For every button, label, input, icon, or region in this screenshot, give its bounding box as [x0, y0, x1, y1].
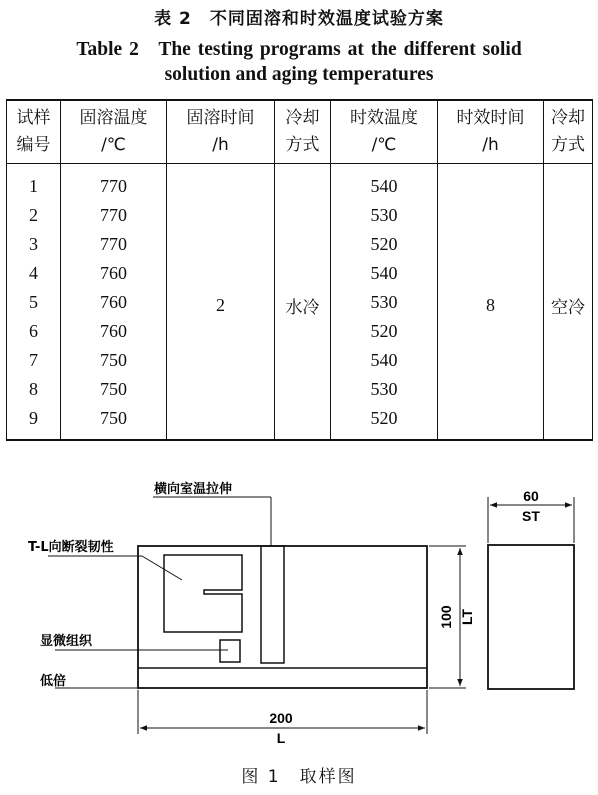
cell-aging-temp: 530 [331, 201, 438, 230]
tensile-specimen [261, 546, 284, 663]
cell-solid-temp: 770 [61, 201, 167, 230]
cell-solid-temp: 770 [61, 164, 167, 202]
table-header-row [7, 100, 593, 164]
cell-sample-id: 1 [7, 164, 61, 202]
cell-solid-temp: 770 [61, 230, 167, 259]
header-aging-time: 时效时间 /h [438, 100, 544, 164]
label-width-value: 60 [523, 488, 539, 504]
table-caption-en-line2: solution and aging temperatures [164, 64, 434, 85]
cell-sample-id: 7 [7, 346, 61, 375]
cell-sample-id: 9 [7, 404, 61, 440]
label-width-axis: ST [522, 508, 540, 524]
microstructure-specimen [220, 640, 240, 662]
cell-aging-cooling: 空冷 [544, 164, 593, 441]
cell-solid-time: 2 [167, 164, 275, 441]
testing-programs-table [6, 99, 593, 441]
cell-aging-temp: 530 [331, 375, 438, 404]
plate-front-view [138, 546, 427, 688]
cell-sample-id: 2 [7, 201, 61, 230]
cell-aging-temp: 540 [331, 346, 438, 375]
cell-solid-cooling: 水冷 [275, 164, 331, 441]
cell-sample-id: 4 [7, 259, 61, 288]
sampling-diagram [0, 470, 598, 760]
label-length-axis: L [276, 730, 286, 746]
cell-sample-id: 6 [7, 317, 61, 346]
header-aging-cooling: 冷却 方式 [544, 100, 593, 164]
plate-side-view [488, 545, 574, 689]
header-solid-temp: 固溶温度 /℃ [61, 100, 167, 164]
header-aging-temp: 时效温度 /℃ [331, 100, 438, 164]
table-caption-en-line1: Table 2 The testing programs at the different solid [76, 39, 522, 60]
header-sample-id: 试样 编号 [7, 100, 61, 164]
fracture-toughness-specimen [164, 555, 242, 632]
label-height-value: 100 [438, 605, 454, 629]
table-row [7, 164, 593, 202]
label-tl-fracture: T-L向断裂韧性 [28, 540, 114, 555]
cell-aging-temp: 520 [331, 404, 438, 440]
cell-sample-id: 3 [7, 230, 61, 259]
cell-aging-temp: 540 [331, 259, 438, 288]
cell-solid-temp: 760 [61, 317, 167, 346]
cell-solid-temp: 750 [61, 404, 167, 440]
label-low-magnification: 低倍 [40, 674, 67, 689]
label-length-value: 200 [269, 710, 293, 726]
cell-aging-temp: 520 [331, 230, 438, 259]
label-height-axis: LT [459, 608, 475, 626]
cell-solid-temp: 750 [61, 346, 167, 375]
figure-caption: 图 1 取样图 [241, 767, 357, 787]
cell-solid-temp: 760 [61, 259, 167, 288]
label-microstructure: 显微组织 [40, 634, 93, 649]
table-caption-cn: 表 2 不同固溶和时效温度试验方案 [154, 9, 444, 29]
cell-sample-id: 5 [7, 288, 61, 317]
label-transverse-tensile: 横向室温拉伸 [154, 482, 233, 497]
cell-aging-temp: 520 [331, 317, 438, 346]
cell-solid-temp: 760 [61, 288, 167, 317]
cell-aging-temp: 540 [331, 164, 438, 202]
header-solid-cooling: 冷却 方式 [275, 100, 331, 164]
cell-solid-temp: 750 [61, 375, 167, 404]
cell-aging-time: 8 [438, 164, 544, 441]
cell-aging-temp: 530 [331, 288, 438, 317]
cell-sample-id: 8 [7, 375, 61, 404]
header-solid-time: 固溶时间 /h [167, 100, 275, 164]
